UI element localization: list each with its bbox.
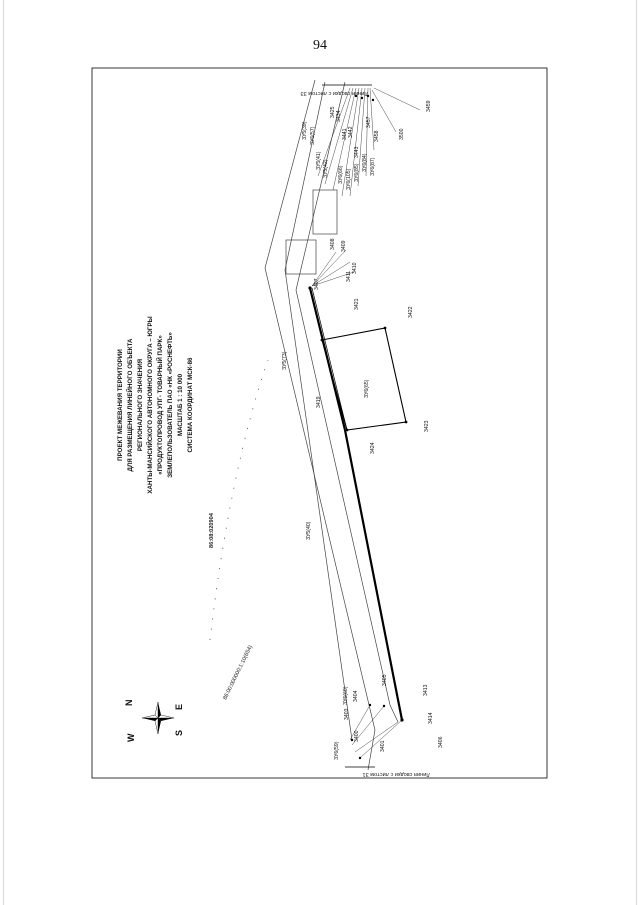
parcel-label: ЗУ6(87) bbox=[370, 157, 376, 176]
parcel-label: ЗУ6(84) bbox=[362, 153, 368, 172]
point-label: 3423 bbox=[424, 420, 430, 432]
parcel-label: ЗУ5(73) bbox=[282, 351, 288, 370]
compass-label-s: S bbox=[174, 729, 184, 736]
compass-label-e: E bbox=[174, 703, 184, 710]
point-label: 3405 bbox=[382, 674, 388, 686]
point-label: 3411 bbox=[346, 270, 352, 282]
point-label: 3458 bbox=[374, 130, 380, 142]
parcel-label: ЗУ6(105) bbox=[346, 168, 352, 190]
point-label: 3419 bbox=[316, 396, 322, 408]
parcel-label: ЗУ5(42) bbox=[323, 159, 329, 178]
parcel-outline-mid bbox=[313, 190, 337, 234]
point-label: 3403 bbox=[344, 708, 350, 720]
point-label: 3408 bbox=[330, 238, 336, 250]
point-label: 3425 bbox=[330, 106, 336, 118]
title-line-8: СИСТЕМА КООРДИНАТ МСК-86 bbox=[187, 357, 194, 453]
point-label: 3410 bbox=[352, 262, 358, 274]
cadastral-boundary-dotted bbox=[210, 360, 268, 640]
title-block bbox=[117, 316, 194, 493]
point-label: 3457 bbox=[366, 116, 372, 128]
title-line-6: ЗЕМЛЕПОЛЬЗОВАТЕЛЬ ПАО «НК «РОСНЕФТЬ» bbox=[167, 332, 174, 478]
match-line-top bbox=[301, 85, 372, 96]
point-label: 3413 bbox=[423, 684, 429, 696]
point-label: 3424 bbox=[370, 442, 376, 454]
match-line-sheet-33: Линия сводки с листом 33 bbox=[300, 90, 368, 96]
point-label: 3442 bbox=[348, 126, 354, 138]
corridor-lines bbox=[265, 80, 398, 770]
title-line-7: МАСШТАБ 1 : 10 000 bbox=[177, 373, 184, 437]
point-label: 3422 bbox=[408, 306, 414, 318]
title-line-2: ДЛЯ РАЗМЕЩЕНИЯ ЛИНЕЙНОГО ОБЪЕКТА bbox=[127, 338, 134, 472]
parcel-label: ЗУ6(60) bbox=[343, 686, 349, 705]
point-label: 3459 bbox=[426, 100, 432, 112]
point-label: 3414 bbox=[428, 712, 434, 724]
compass-label-n: N bbox=[124, 699, 134, 706]
parcel-label: ЗУ5(41) bbox=[316, 151, 322, 170]
point-label: 3404 bbox=[353, 690, 359, 702]
parcel-label: ЗУ6(85) bbox=[354, 163, 360, 182]
point-label: 3406 bbox=[438, 736, 444, 748]
point-label: 3407 bbox=[314, 278, 320, 290]
point-label: 3441 bbox=[342, 128, 348, 140]
corridor-outer-left bbox=[265, 80, 375, 770]
page-number: 94 bbox=[313, 38, 327, 53]
point-label: 3401 bbox=[380, 740, 386, 752]
point-label: 3400 bbox=[354, 730, 360, 742]
point-label: 3421 bbox=[354, 298, 360, 310]
cadastral-boundary-label: 86:00:000000:1:10(654) bbox=[222, 644, 254, 701]
point-label: 3500 bbox=[399, 128, 405, 140]
parcel-label: ЗУ6(59) bbox=[334, 741, 340, 760]
parcel-label: ЗУ5(39) bbox=[302, 121, 308, 140]
compass-label-w: W bbox=[126, 733, 136, 742]
title-line-4: ХАНТЫ-МАНСИЙСКОГО АВТОНОМНОГО ОКРУГА – ЮГРЫ bbox=[147, 316, 154, 494]
parcel-label: ЗУ6(57) bbox=[310, 126, 316, 145]
match-line-sheet-31: Линия сводки с листом 31 bbox=[362, 771, 430, 777]
title-line-1: ПРОЕКТ МЕЖЕВАНИЯ ТЕРРИТОРИИ bbox=[117, 349, 124, 461]
parcel-label: ЗУ6(65) bbox=[364, 379, 370, 398]
point-label: 3409 bbox=[341, 240, 347, 252]
pipeline-route bbox=[310, 288, 402, 720]
compass-rose bbox=[124, 700, 184, 743]
cadastral-quarter: 86:08:020904 bbox=[209, 513, 215, 548]
parcel-label: ЗУ6(66) bbox=[338, 165, 344, 184]
point-label: 3443 bbox=[354, 146, 360, 158]
title-line-3: РЕГИОНАЛЬНОГО ЗНАЧЕНИЯ bbox=[137, 358, 144, 452]
parcel-label: ЗУ5(40) bbox=[306, 521, 312, 540]
title-line-5: «ПРОДУКТОПРОВОД УПГ- ТОВАРНЫЙ ПАРК» bbox=[157, 335, 164, 475]
match-line-bottom bbox=[345, 767, 430, 777]
point-label: 3434 bbox=[336, 110, 342, 122]
